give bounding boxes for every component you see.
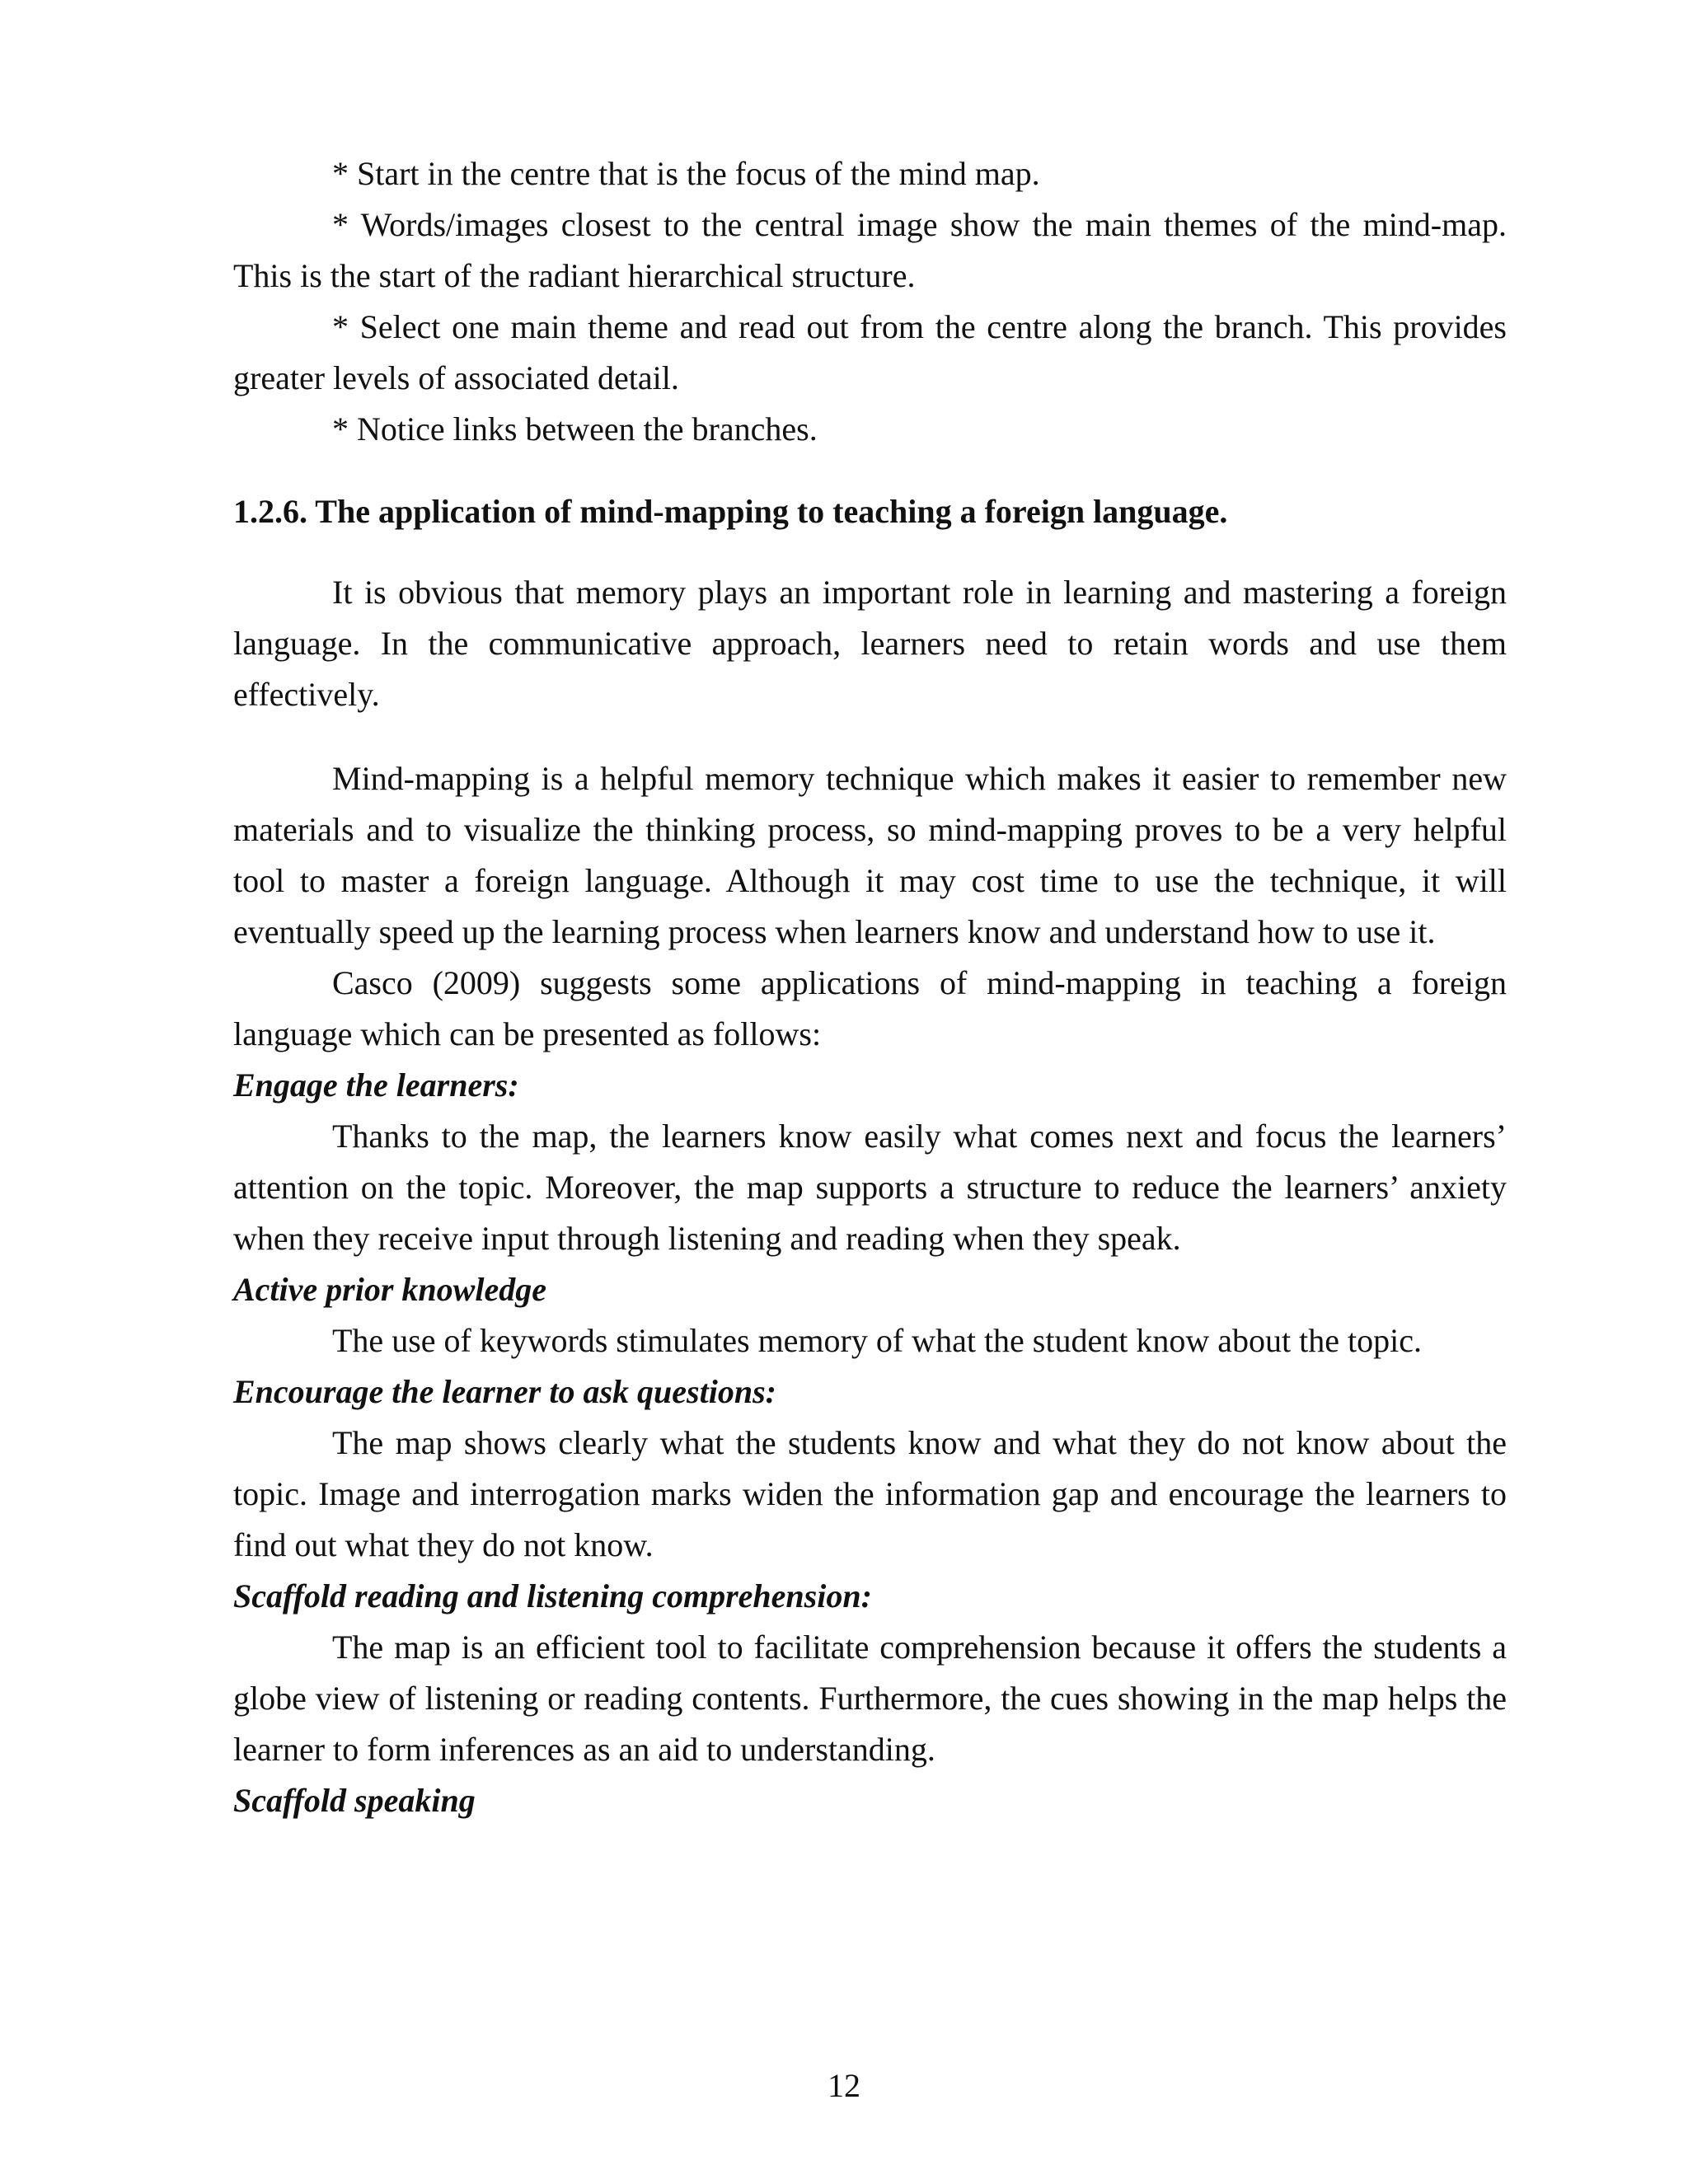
paragraph-casco: Casco (2009) suggests some applications of mind-mapping in teaching a foreign language which can be presented as follows: [233, 964, 1507, 1052]
subsection-body: The use of keywords stimulates memory of what the student know about the topic. [332, 1322, 1422, 1359]
subsection-title: Active prior knowledge [233, 1271, 546, 1308]
subsection-body: The map shows clearly what the students know and what they do not know about the topic. Image and interrogation marks widen the information gap and encourage the learners to find out what they do not know. [233, 1424, 1507, 1563]
paragraph-memory: It is obvious that memory plays an important role in learning and mastering a foreign language. In the communicative approach, learners need to retain words and use them effectively. [233, 574, 1507, 713]
bullet-item: * Start in the centre that is the focus of the mind map. [332, 155, 1040, 192]
subsection-body: Thanks to the map, the learners know easily what comes next and focus the learners’ attention on the topic. Moreover, the map supports a structure to reduce the learners’ anxiety when they receive input through listening and reading when they speak. [233, 1118, 1507, 1257]
section-heading: 1.2.6. The application of mind-mapping to teaching a foreign language. [233, 493, 1228, 530]
bullet-item: * Words/images closest to the central image show the main themes of the mind-map. This is the start of the radiant hierarchical structure. [233, 206, 1507, 294]
subsection-title: Encourage the learner to ask questions: [233, 1373, 776, 1410]
bullet-item: * Notice links between the branches. [332, 410, 818, 448]
paragraph-technique: Mind-mapping is a helpful memory technique which makes it easier to remember new materials and to visualize the thinking process, so mind-mapping proves to be a very helpful tool to master a foreign language. Although it may cost time to use the technique, it will eventually speed up the learning process when learners know and understand how to use it. [233, 760, 1507, 950]
bullet-item: * Select one main theme and read out from the centre along the branch. This provides greater levels of associated detail. [233, 308, 1507, 396]
page-content [233, 148, 1507, 1826]
page-number: 12 [828, 2067, 860, 2104]
subsection-title: Engage the learners: [233, 1066, 519, 1104]
subsection-body: The map is an efficient tool to facilitate comprehension because it offers the students a globe view of listening or reading contents. Furthermore, the cues showing in the map helps the learner to form inferences as an aid to understanding. [233, 1629, 1507, 1768]
subsection-title: Scaffold reading and listening comprehension: [233, 1577, 872, 1615]
subsection-title: Scaffold speaking [233, 1782, 476, 1819]
